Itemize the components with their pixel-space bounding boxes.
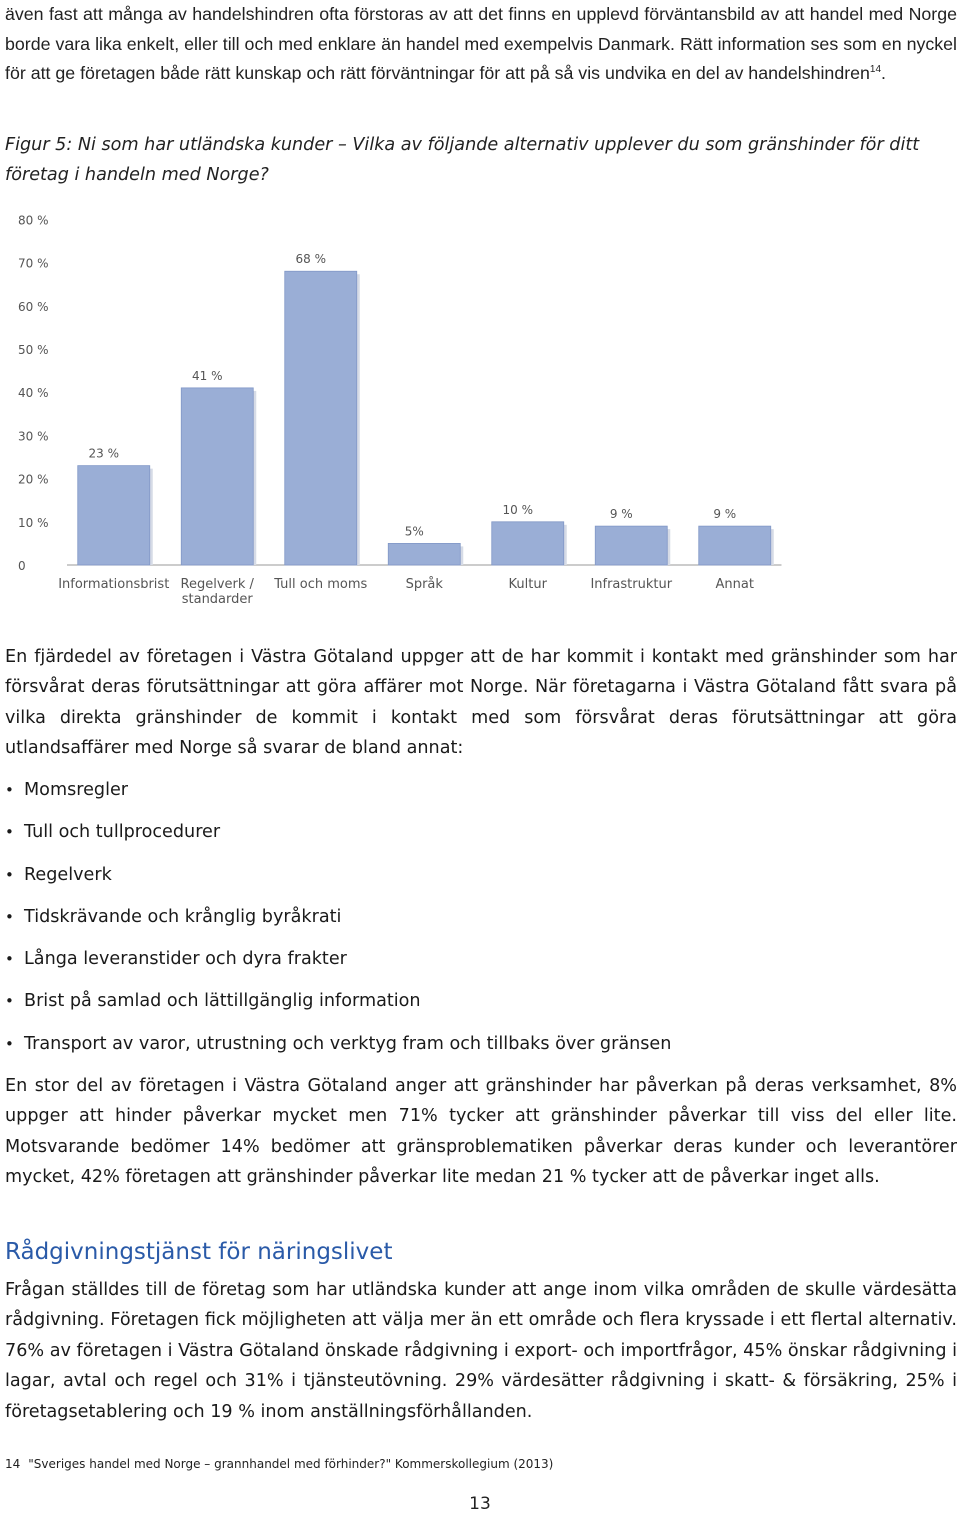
y-tick-label: 10 % [18,515,49,530]
page-number: 13 [469,1494,491,1514]
x-tick-label: Kultur [508,577,547,592]
footnote-number: 14 [5,1457,21,1471]
bar [699,526,771,565]
data-label: 41 % [192,368,223,383]
list-item: • Momsregler [5,773,905,815]
data-label: 9 % [609,507,633,522]
y-tick-label: 50 % [18,343,49,357]
intro-text: även fast att många av handelshindren ofta förstoras av att det finns en upplevd förväntansbild av att handel med Norge borde vara lika enkelt, eller till och med enklare än handel med exempelvis Danmark. Rätt information ses som en nyckel för att ge företagen både rätt kunskap och rätt förväntningar för att på så vis undvika en del av handelshindren [5,4,957,83]
footnote-reference[interactable]: 14 [869,64,882,76]
data-label: 5% [404,524,424,539]
y-tick-label: 40 % [18,386,49,401]
paragraph-advisory: Frågan ställdes till de företag som har utländska kunder att ange inom vilka områden de skulle värdesätta rådgivning. Företagen fick möjligheten att välja mer än ett område och flera kryssade i ett flertal alternativ. 76% av företagen i Västra Götaland önskade rådgivning i export- och importfrågor, 45% önskar rådgivning i lagar, avtal och regel och 31% i tjänsteutövning. 29% värdesätter rådgivning i skatt- & försäkring, 25% i företagsetablering och 19 % inom anställningsförhållanden. [5,1280,957,1422]
paragraph-border-obstacles: En fjärdedel av företagen i Västra Götaland uppger att de har kommit i kontakt med gränshinder som har försvårat deras förutsättningar att göra affärer mot Norge. När företagarna i Västra Götaland fått svara på vilka direkta gränshinder de kommit i kontakt med som försvårat deras förutsättningar att göra utlandsaffärer med Norge så svarar de bland annat: [5,647,957,759]
x-tick-label: Infrastruktur [590,577,673,592]
list-item: • Transport av varor, utrustning och verktyg fram och tillbaks över gränsen [5,1027,905,1069]
x-tick-label: Annat [715,577,754,592]
section-heading: Rådgivningstjänst för näringslivet [5,1239,393,1265]
x-tick-label: Tull och moms [274,577,368,592]
y-tick-label: 0 [18,559,26,573]
x-tick-label: Språk [405,577,443,592]
footnote [5,1455,553,1473]
y-tick-label: 60 % [18,299,49,314]
bar [595,526,667,565]
y-tick-label: 30 % [18,429,49,444]
y-tick-label: 20 % [18,472,49,487]
list-item: • Brist på samlad och lättillgänglig information [5,984,905,1026]
bar [492,522,564,565]
obstacle-list [5,773,905,1069]
bar [78,466,150,565]
bar-chart [0,200,960,620]
data-label: 9 % [713,507,737,522]
y-tick-label: 70 % [18,256,49,271]
paragraph-impact: En stor del av företagen i Västra Götaland anger att gränshinder har påverkan på deras verksamhet, 8% uppger att hinder påverkar mycket men 71% tycker att gränshinder påverkar till viss del eller lite. Motsvarande bedömer 14% bedömer att gränsproblematiken påverkar deras kunder och leverantörer mycket, 42% företagen att gränshinder påverkar lite medan 21 % tycker att de påverkar inget alls. [5,1076,957,1188]
bar [388,543,460,565]
x-tick-label: standarder [181,592,253,607]
list-item: • Långa leveranstider och dyra frakter [5,942,905,984]
intro-paragraph [5,0,957,89]
list-item: • Regelverk [5,858,905,900]
data-label: 23 % [88,446,119,461]
y-tick-label: 80 % [18,213,49,228]
footnote-text: "Sveriges handel med Norge – grannhandel med förhinder?" Kommerskollegium (2013) [28,1457,554,1471]
bar [181,388,253,565]
bar [285,271,357,565]
x-tick-label: Informationsbrist [58,577,170,592]
list-item: • Tidskrävande och krånglig byråkrati [5,900,905,942]
data-label: 68 % [295,252,326,267]
data-label: 10 % [502,502,533,517]
intro-end: . [881,63,886,83]
list-item: • Tull och tullprocedurer [5,815,905,857]
x-tick-label: Regelverk / [180,577,254,592]
figure-caption: Figur 5: Ni som har utländska kunder – Vilka av följande alternativ upplever du som gränshinder för ditt företag i handeln med Norge? [5,135,920,185]
